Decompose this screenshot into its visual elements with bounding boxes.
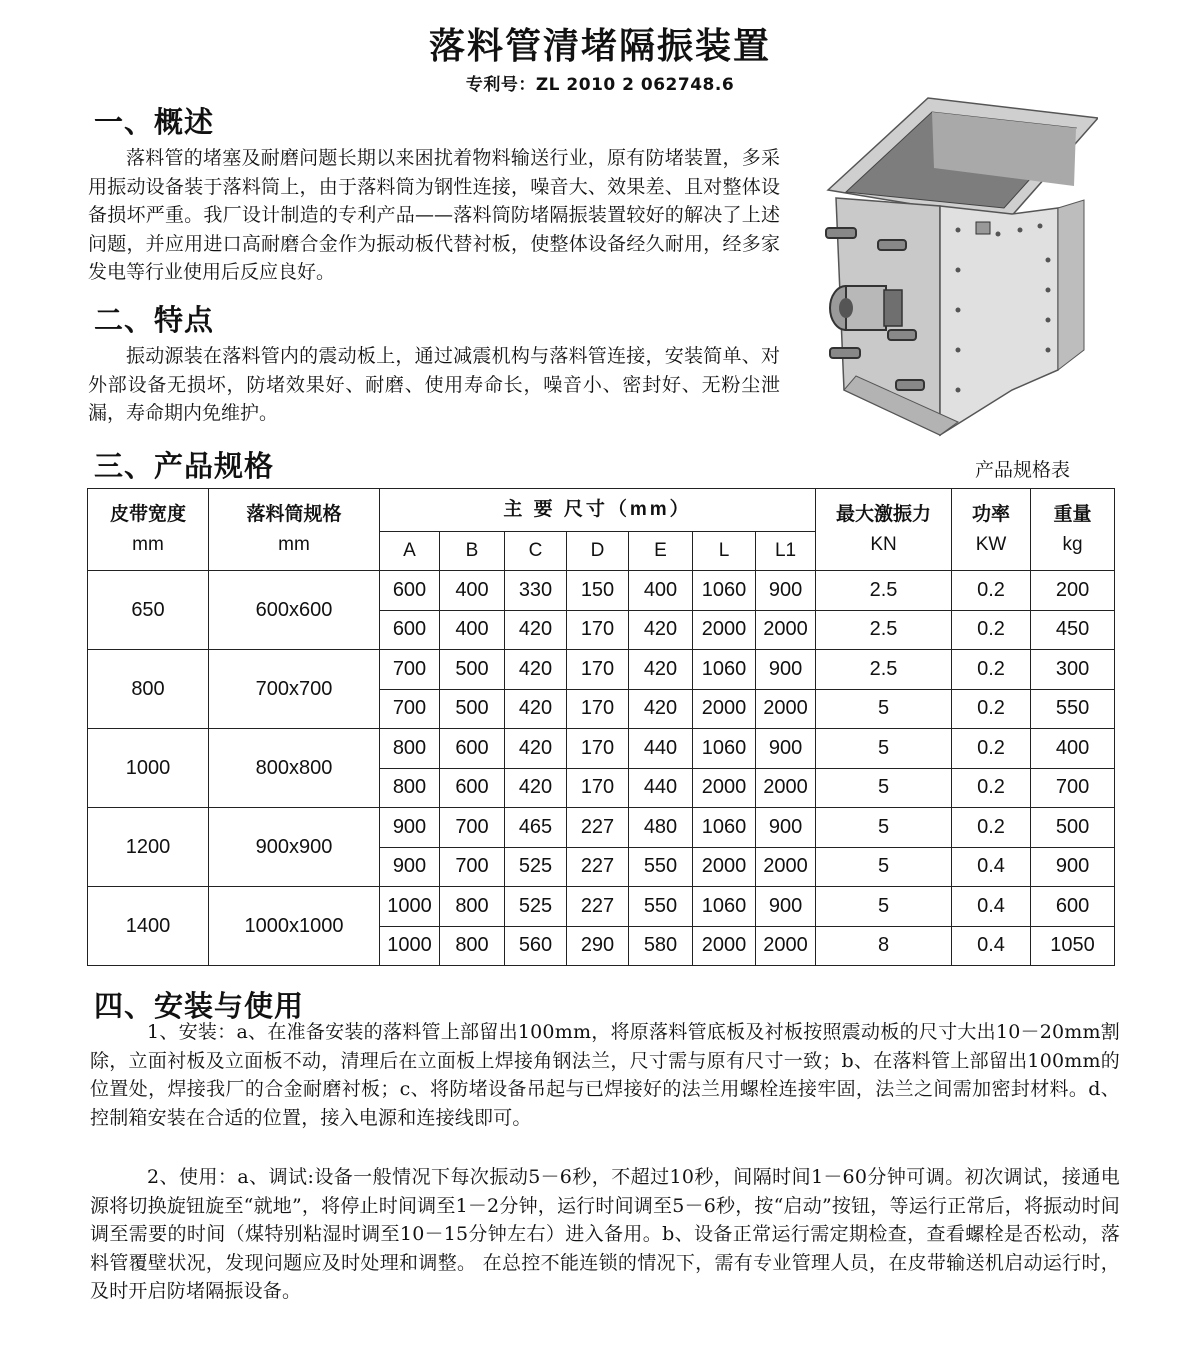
table-cell: 560: [505, 926, 567, 966]
table-cell: 0.2: [952, 610, 1031, 650]
table-cell: 0.2: [952, 808, 1031, 848]
table-cell: 2.5: [816, 650, 952, 690]
table-cell: 0.4: [952, 926, 1031, 966]
table-cell: 2000: [756, 768, 816, 808]
header-belt-width: 皮带宽度 mm: [88, 489, 209, 571]
table-cell: 400: [440, 571, 505, 611]
table-cell: 900: [380, 847, 440, 887]
table-cell: 227: [567, 808, 629, 848]
table-cell: 0.4: [952, 887, 1031, 927]
header-power: 功率 KW: [952, 489, 1031, 571]
install-paragraph: 1、安装：a、在准备安装的落料管上部留出100mm，将原落料管底板及衬板按照震动板的尺寸大出10－20mm割除，立面衬板及立面板不动，清理后在立面板上焊接角钢法兰，尺寸需与原有尺寸一致；b、在落料管上部留出100mm的位置处，焊接我厂的合金耐磨衬板；c、将防堵设备吊起与已焊接好的法兰用螺栓连接牢固，法兰之间需加密封材料。d、控制箱安装在合适的位置，接入电源和连接线即可。: [90, 1021, 1120, 1129]
table-cell: 5: [816, 729, 952, 769]
table-cell: 600: [380, 571, 440, 611]
spec-table: [87, 488, 1115, 966]
table-cell: 330: [505, 571, 567, 611]
header-dim-l: L: [693, 532, 756, 571]
table-cell: 2.5: [816, 571, 952, 611]
table-cell: 1000: [380, 887, 440, 927]
table-cell: 200: [1031, 571, 1115, 611]
cell-belt-width: 1000: [88, 729, 209, 808]
header-weight: 重量 kg: [1031, 489, 1115, 571]
table-cell: 550: [629, 847, 693, 887]
table-caption: 产品规格表: [975, 459, 1071, 481]
table-cell: 1000: [380, 926, 440, 966]
table-cell: 5: [816, 689, 952, 729]
table-cell: 420: [629, 689, 693, 729]
table-cell: 1050: [1031, 926, 1115, 966]
table-cell: 400: [440, 610, 505, 650]
table-cell: 420: [505, 768, 567, 808]
table-cell: 700: [1031, 768, 1115, 808]
table-cell: 5: [816, 847, 952, 887]
table-cell: 600: [1031, 887, 1115, 927]
table-cell: 900: [1031, 847, 1115, 887]
patent-number: 专利号：ZL 2010 2 062748.6: [465, 75, 735, 95]
spec-table-body: [88, 571, 1115, 966]
table-cell: 300: [1031, 650, 1115, 690]
table-cell: 227: [567, 847, 629, 887]
cell-chute-spec: 700x700: [209, 650, 380, 729]
table-cell: 5: [816, 887, 952, 927]
table-cell: 440: [629, 768, 693, 808]
table-cell: 600: [440, 729, 505, 769]
table-cell: 170: [567, 689, 629, 729]
cell-belt-width: 650: [88, 571, 209, 650]
table-cell: 550: [1031, 689, 1115, 729]
table-cell: 2000: [756, 926, 816, 966]
table-cell: 700: [440, 847, 505, 887]
cell-chute-spec: 1000x1000: [209, 887, 380, 966]
table-cell: 1060: [693, 729, 756, 769]
table-cell: 170: [567, 650, 629, 690]
table-cell: 5: [816, 768, 952, 808]
table-cell: 420: [505, 650, 567, 690]
section-heading-features: 二、特点: [94, 303, 215, 337]
table-cell: 420: [629, 650, 693, 690]
cell-chute-spec: 800x800: [209, 729, 380, 808]
table-cell: 170: [567, 729, 629, 769]
table-cell: 900: [756, 887, 816, 927]
table-cell: 500: [1031, 808, 1115, 848]
table-cell: 5: [816, 808, 952, 848]
header-dim-d: D: [567, 532, 629, 571]
table-cell: 900: [756, 729, 816, 769]
table-cell: 2000: [693, 926, 756, 966]
header-dim-a: A: [380, 532, 440, 571]
table-cell: 700: [380, 689, 440, 729]
table-cell: 150: [567, 571, 629, 611]
table-cell: 600: [440, 768, 505, 808]
table-row: [88, 571, 1115, 611]
motor-icon: [830, 286, 902, 330]
table-cell: 1060: [693, 571, 756, 611]
table-cell: 2000: [756, 610, 816, 650]
table-cell: 1060: [693, 650, 756, 690]
table-cell: 525: [505, 887, 567, 927]
header-dim-l1: L1: [756, 532, 816, 571]
table-cell: 800: [440, 926, 505, 966]
table-cell: 2000: [693, 689, 756, 729]
header-max-force: 最大激振力 KN: [816, 489, 952, 571]
table-cell: 480: [629, 808, 693, 848]
table-cell: 500: [440, 689, 505, 729]
table-row: [88, 729, 1115, 769]
table-cell: 420: [629, 610, 693, 650]
table-cell: 465: [505, 808, 567, 848]
table-cell: 400: [1031, 729, 1115, 769]
table-cell: 420: [505, 689, 567, 729]
header-dim-b: B: [440, 532, 505, 571]
table-cell: 900: [380, 808, 440, 848]
table-cell: 170: [567, 768, 629, 808]
header-main-dims: 主 要 尺寸（mm）: [380, 489, 816, 532]
table-cell: 2000: [756, 847, 816, 887]
section-heading-specs: 三、产品规格: [94, 449, 275, 483]
table-cell: 420: [505, 610, 567, 650]
table-cell: 0.2: [952, 729, 1031, 769]
table-cell: 2.5: [816, 610, 952, 650]
table-cell: 1060: [693, 808, 756, 848]
header-dim-c: C: [505, 532, 567, 571]
table-cell: 525: [505, 847, 567, 887]
table-cell: 2000: [693, 610, 756, 650]
table-cell: 0.2: [952, 571, 1031, 611]
table-cell: 227: [567, 887, 629, 927]
table-cell: 900: [756, 650, 816, 690]
table-cell: 290: [567, 926, 629, 966]
table-row: [88, 808, 1115, 848]
header-dim-e: E: [629, 532, 693, 571]
usage-paragraph: 2、使用：a、调试:设备一般情况下每次振动5－6秒，不超过10秒，间隔时间1－60分钟可调。初次调试，接通电源将切换旋钮旋至“就地”，将停止时间调至1－2分钟，运行时间调至5－6秒，按“启动”按钮，等运行正常后，将振动时间调至需要的时间（煤特别粘湿时调至10－15分钟左右）进入备用。b、设备正常运行需定期检查，查看螺栓是否松动，落料管覆壁状况，发现问题应及时处理和调整。 在总控不能连锁的情况下，需有专业管理人员，在皮带输送机启动运行时，及时开启防堵隔振设备。: [90, 1166, 1120, 1302]
table-cell: 800: [440, 887, 505, 927]
table-cell: 0.2: [952, 650, 1031, 690]
table-cell: 580: [629, 926, 693, 966]
table-row: [88, 887, 1115, 927]
table-cell: 170: [567, 610, 629, 650]
header-chute-spec: 落料筒规格 mm: [209, 489, 380, 571]
table-cell: 8: [816, 926, 952, 966]
table-cell: 2000: [693, 768, 756, 808]
overview-paragraph: 落料管的堵塞及耐磨问题长期以来困扰着物料输送行业，原有防堵装置，多采用振动设备装于落料筒上，由于落料筒为钢性连接，噪音大、效果差、且对整体设备损坏严重。我厂设计制造的专利产品——落料筒防堵隔振装置较好的解决了上述问题，并应用进口高耐磨合金作为振动板代替衬板，使整体设备经久耐用，经多家发电等行业使用后反应良好。: [88, 147, 780, 283]
table-cell: 600: [380, 610, 440, 650]
table-cell: 2000: [756, 689, 816, 729]
table-cell: 0.4: [952, 847, 1031, 887]
table-cell: 550: [629, 887, 693, 927]
table-cell: 700: [380, 650, 440, 690]
table-cell: 800: [380, 729, 440, 769]
table-cell: 0.2: [952, 768, 1031, 808]
table-cell: 1060: [693, 887, 756, 927]
table-cell: 900: [756, 571, 816, 611]
table-cell: 440: [629, 729, 693, 769]
table-cell: 450: [1031, 610, 1115, 650]
page-title: 落料管清堵隔振装置: [428, 26, 771, 67]
cell-chute-spec: 900x900: [209, 808, 380, 887]
cell-belt-width: 1400: [88, 887, 209, 966]
features-paragraph: 振动源装在落料管内的震动板上，通过减震机构与落料管连接，安装简单、对外部设备无损坏，防堵效果好、耐磨、使用寿命长，噪音小、密封好、无粉尘泄漏，寿命期内免维护。: [88, 345, 780, 424]
product-photo-icon: [808, 90, 1098, 440]
table-cell: 800: [380, 768, 440, 808]
section-heading-overview: 一、概述: [94, 105, 215, 139]
cell-chute-spec: 600x600: [209, 571, 380, 650]
section-heading-install: 四、安装与使用: [94, 989, 305, 1023]
table-cell: 420: [505, 729, 567, 769]
table-cell: 900: [756, 808, 816, 848]
table-cell: 0.2: [952, 689, 1031, 729]
table-cell: 400: [629, 571, 693, 611]
table-cell: 700: [440, 808, 505, 848]
table-cell: 500: [440, 650, 505, 690]
table-cell: 2000: [693, 847, 756, 887]
cell-belt-width: 800: [88, 650, 209, 729]
table-row: [88, 650, 1115, 690]
cell-belt-width: 1200: [88, 808, 209, 887]
